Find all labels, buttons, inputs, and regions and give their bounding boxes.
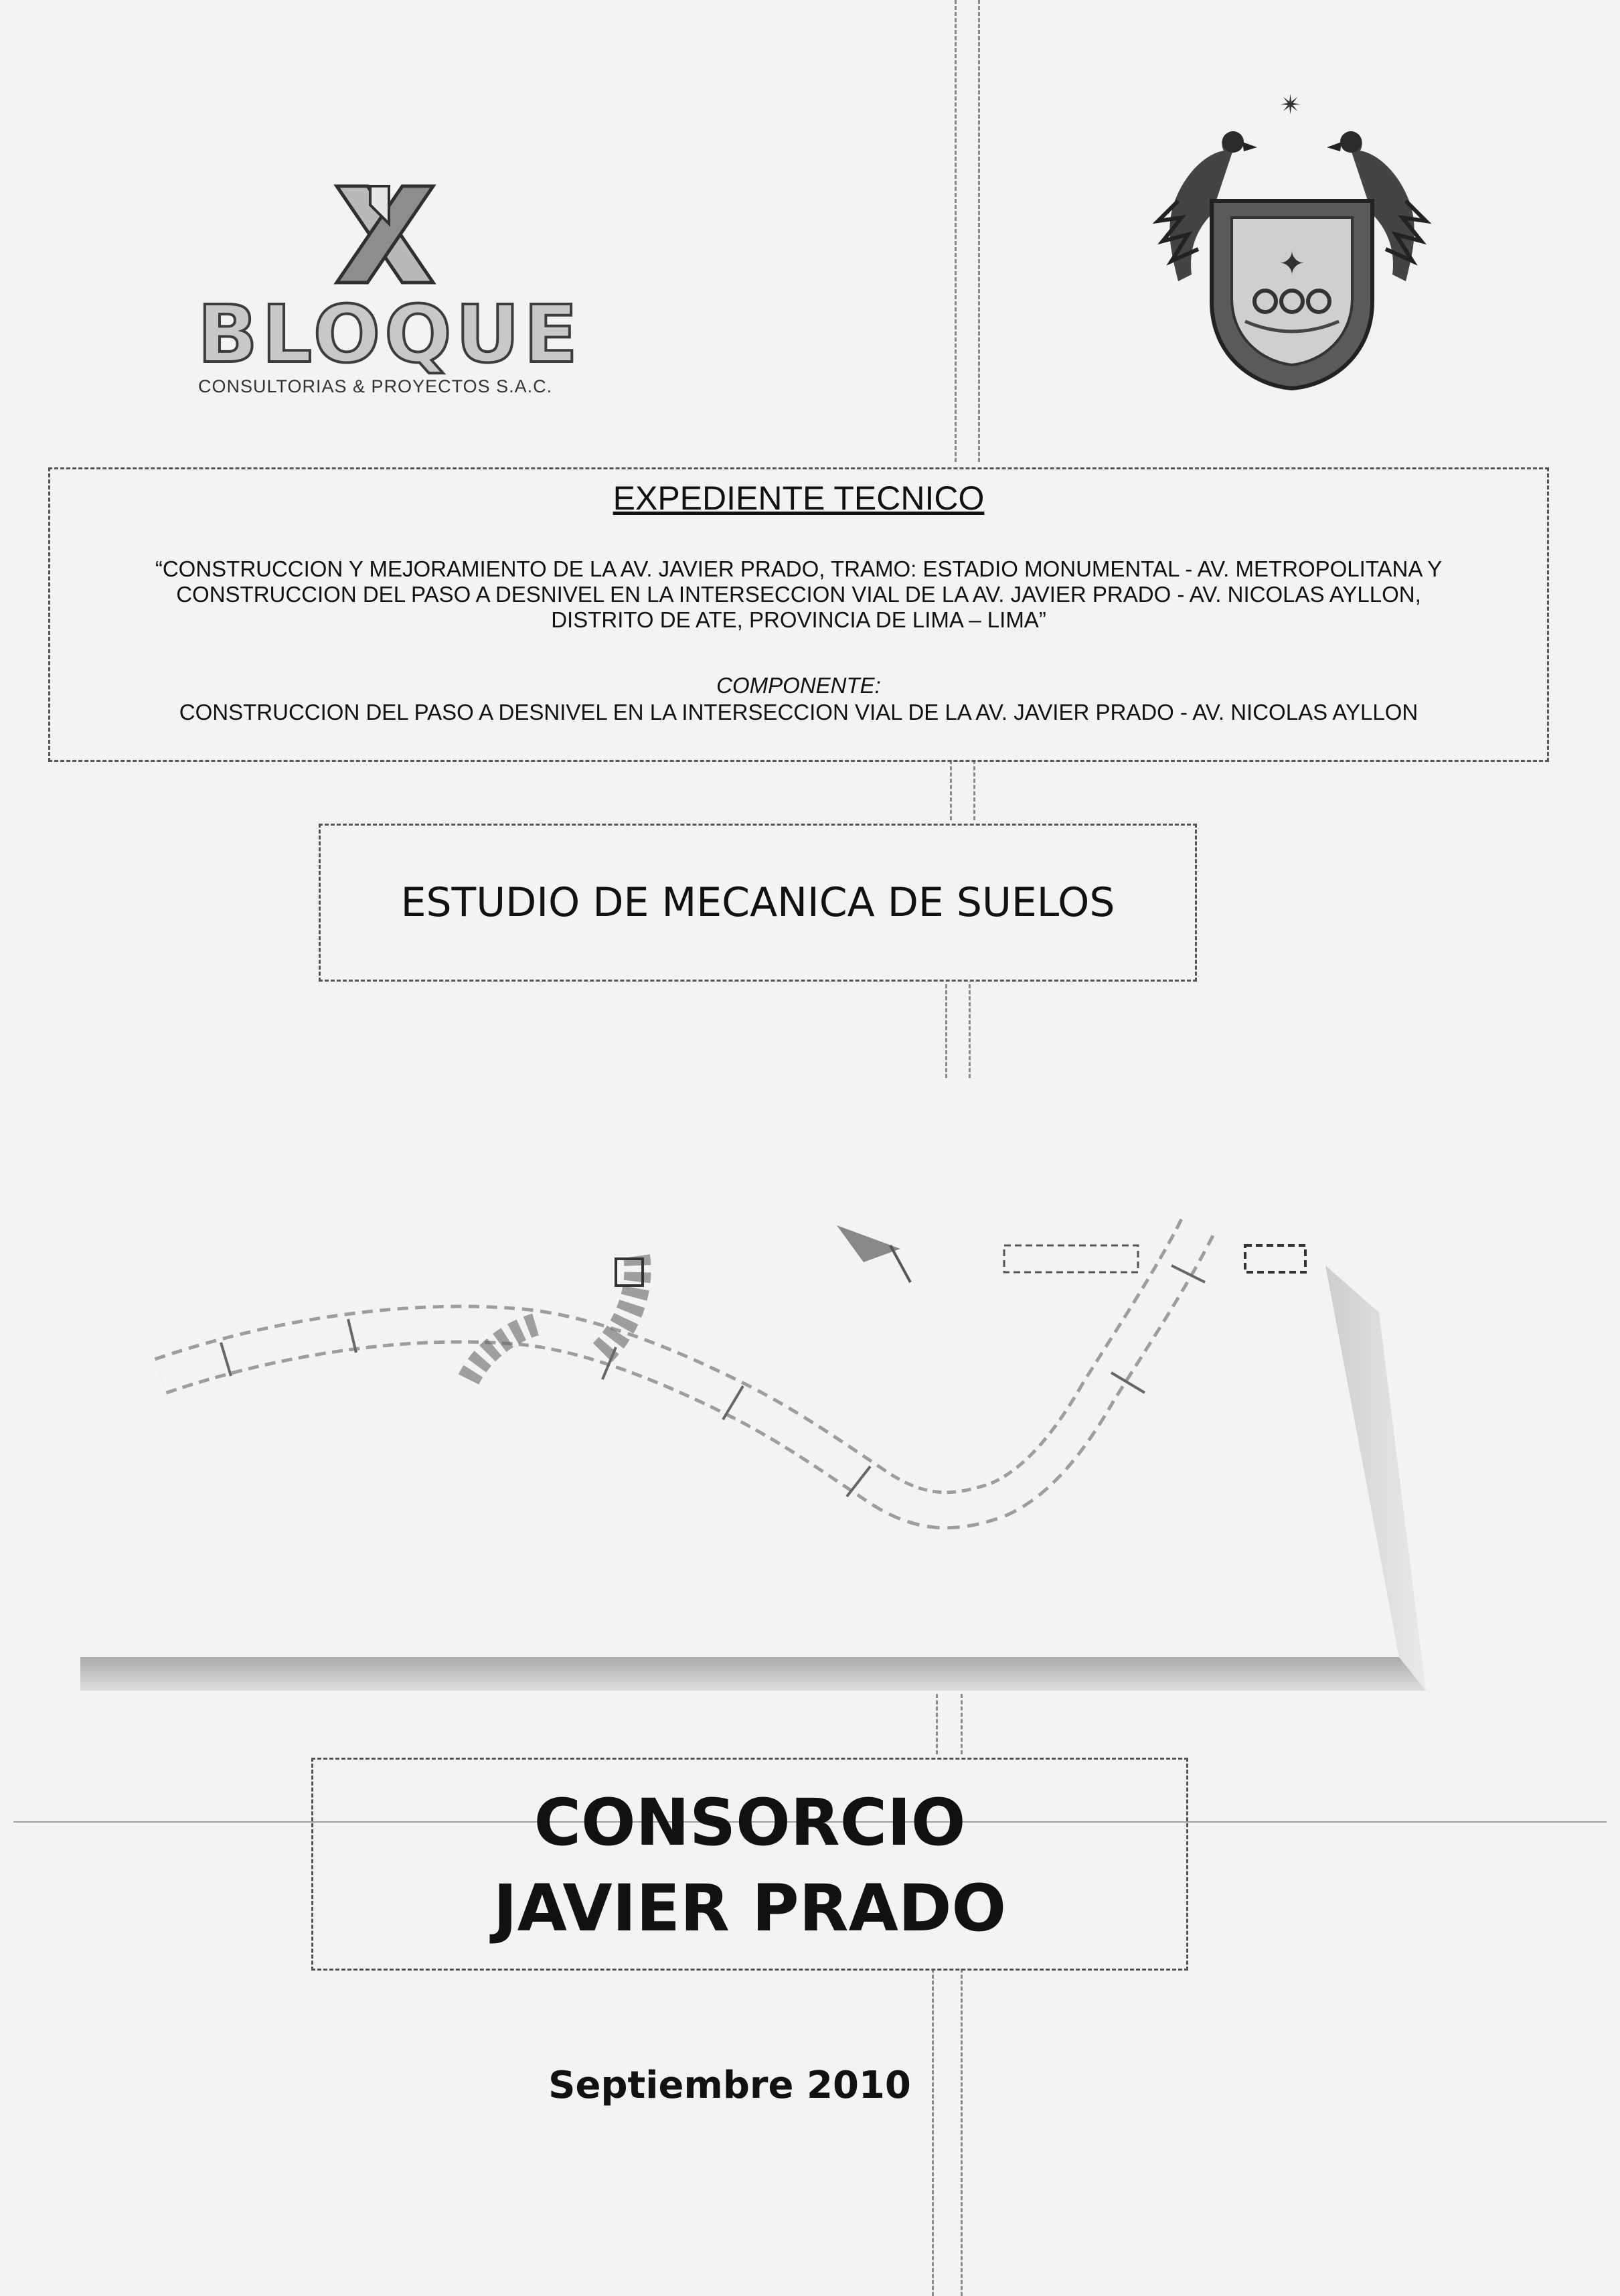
fold-guide-footer-2 (961, 1969, 963, 2296)
project-line-3: DISTRITO DE ATE, PROVINCIA DE LIMA – LIMA” (551, 607, 1046, 632)
fold-guide-lower-2 (969, 984, 971, 1078)
bloque-logo (194, 181, 582, 402)
consortium-box (311, 1758, 1188, 1971)
study-title: ESTUDIO DE MECANICA DE SUELOS (400, 879, 1115, 926)
fold-guide-top-2 (978, 0, 980, 462)
project-line-2: CONSTRUCCION DEL PASO A DESNIVEL EN LA INTERSECCION VIAL DE LA AV. JAVIER PRADO - AV. NICOLAS AYLLON, (176, 582, 1421, 607)
study-title-box (319, 824, 1197, 982)
consortium-line-2: JAVIER PRADO (493, 1871, 1007, 1946)
fold-guide-mid (950, 760, 952, 820)
document-date: Septiembre 2010 (548, 2064, 911, 2107)
lima-coat-of-arms-icon (1138, 80, 1446, 402)
logo-title: BLOQUE (197, 288, 582, 380)
consortium-line-1: CONSORCIO (534, 1785, 966, 1860)
expediente-box (48, 467, 1549, 762)
fold-guide-top (955, 0, 957, 462)
component-text: CONSTRUCCION DEL PASO A DESNIVEL EN LA INTERSECCION VIAL DE LA AV. JAVIER PRADO - AV. NICOLAS AYLLON (179, 700, 1419, 724)
bloque-x-icon (331, 181, 438, 288)
svg-text:✴: ✴ (1279, 90, 1302, 120)
logo-subtitle: CONSULTORIAS & PROYECTOS S.A.C. (198, 376, 553, 396)
component-label: COMPONENTE: (716, 673, 881, 698)
fold-guide-footer (932, 1969, 934, 2296)
fold-guide-mid-2 (973, 760, 975, 820)
interchange-plan-drawing (67, 1152, 1459, 1721)
fold-guide-lower (945, 984, 947, 1078)
project-line-1: “CONSTRUCCION Y MEJORAMIENTO DE LA AV. JAVIER PRADO, TRAMO: ESTADIO MONUMENTAL - AV. METROPOLITANA Y (155, 556, 1443, 581)
svg-text:✦: ✦ (1278, 246, 1306, 282)
expediente-heading: EXPEDIENTE TECNICO (613, 479, 985, 517)
